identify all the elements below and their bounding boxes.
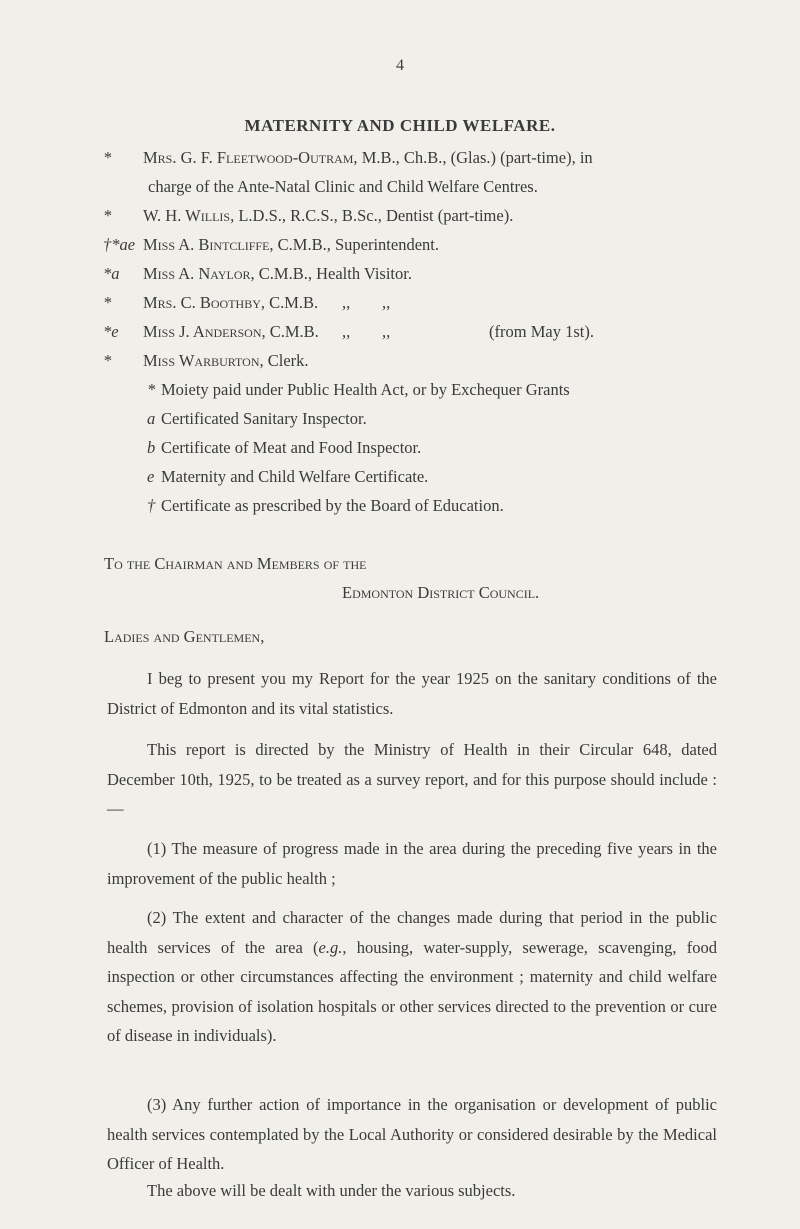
key-text: Moiety paid under Public Health Act, or by Exchequer Grants: [161, 380, 570, 399]
key-entry: [147, 438, 421, 458]
paragraph-abbrev: e.g.: [318, 937, 343, 957]
staff-name: Mrs. C. Boothby,: [143, 293, 265, 312]
paragraph: (1) The measure of progress made in the area during the preceding five years in the improvement of the public health ;: [107, 839, 717, 888]
key-entry: [147, 380, 570, 400]
key-mark: †: [147, 496, 156, 515]
key-text: Certificated Sanitary Inspector.: [161, 409, 367, 428]
staff-mark: *: [103, 148, 112, 167]
key-mark: e: [147, 467, 155, 486]
staff-entry: [103, 351, 309, 371]
ditto-mark: ,,: [342, 293, 351, 312]
ditto-mark: ,,: [342, 322, 351, 341]
staff-name: Miss A. Naylor,: [143, 264, 255, 283]
staff-mark: *: [103, 351, 112, 370]
key-text: Certificate as prescribed by the Board of Education.: [161, 496, 504, 515]
staff-detail: C.M.B.: [265, 322, 319, 341]
staff-name: Mrs. G. F. Fleetwood-Outram,: [143, 148, 358, 167]
salutation: Ladies and Gentlemen,: [104, 627, 265, 646]
ditto-mark: ,,: [382, 322, 391, 341]
staff-entry: [103, 148, 593, 168]
staff-detail: C.M.B.: [264, 293, 319, 312]
staff-detail: Clerk.: [263, 351, 309, 370]
staff-detail: L.D.S., R.C.S., B.Sc., Dentist (part-time).: [234, 206, 514, 225]
staff-continuation: charge of the Ante-Natal Clinic and Child Welfare Centres.: [148, 177, 538, 196]
staff-entry: [103, 206, 513, 226]
staff-name: Miss Warburton,: [143, 351, 264, 370]
key-mark: b: [147, 438, 156, 457]
staff-detail: C.M.B., Health Visitor.: [254, 264, 412, 283]
staff-mark: *e: [103, 322, 119, 341]
key-text: Maternity and Child Welfare Certificate.: [161, 467, 429, 486]
staff-mark: *: [103, 206, 112, 225]
paragraph: The above will be dealt with under the various subjects.: [147, 1181, 516, 1200]
staff-mark: †*ae: [103, 235, 136, 254]
key-entry: [147, 409, 367, 429]
address-line-2: Edmonton District Council.: [342, 583, 540, 602]
paragraph-text: (2) The extent and character of the changes made during that period in the public health services of the area (: [107, 908, 717, 957]
staff-entry: [103, 293, 318, 313]
staff-mark: *: [103, 293, 112, 312]
key-text: Certificate of Meat and Food Inspector.: [161, 438, 422, 457]
staff-detail: C.M.B., Superintendent.: [273, 235, 439, 254]
ditto-mark: ,,: [382, 293, 391, 312]
staff-name: Miss A. Bintcliffe,: [143, 235, 274, 254]
key-mark: *: [147, 380, 156, 399]
staff-entry: [103, 235, 439, 255]
key-entry: [147, 467, 428, 487]
paragraph: (3) Any further action of importance in the organisation or development of public health services contemplated by the Local Authority or considered desirable by the Medical Officer of Health.: [107, 1095, 717, 1173]
paragraph: [107, 903, 717, 1051]
page-number: 4: [396, 57, 404, 74]
paragraph: I beg to present you my Report for the year 1925 on the sanitary conditions of the District of Edmonton and its vital statistics.: [107, 669, 717, 718]
page-title: MATERNITY AND CHILD WELFARE.: [244, 116, 556, 135]
anderson-note: (from May 1st).: [489, 322, 594, 341]
staff-detail: M.B., Ch.B., (Glas.) (part-time), in: [357, 148, 593, 167]
paragraph-text: , housing, water-supply, sewerage, scavenging, food inspection or other circumstances affecting the environment ; maternity and child welfare schemes, provision of isolation hospitals or other services directed to the prevention or cure of disease in individuals).: [107, 937, 717, 1045]
paragraph: This report is directed by the Ministry of Health in their Circular 648, dated December 10th, 1925, to be treated as a survey report, and for this purpose should include :—: [107, 740, 717, 818]
address-line-1: To the Chairman and Members of the: [104, 554, 367, 573]
staff-entry: [103, 264, 412, 284]
staff-name: W. H. Willis,: [143, 206, 235, 225]
staff-mark: *a: [103, 264, 120, 283]
key-entry: [147, 496, 504, 516]
staff-name: Miss J. Anderson,: [143, 322, 266, 341]
staff-entry: [103, 322, 319, 342]
key-mark: a: [147, 409, 156, 428]
